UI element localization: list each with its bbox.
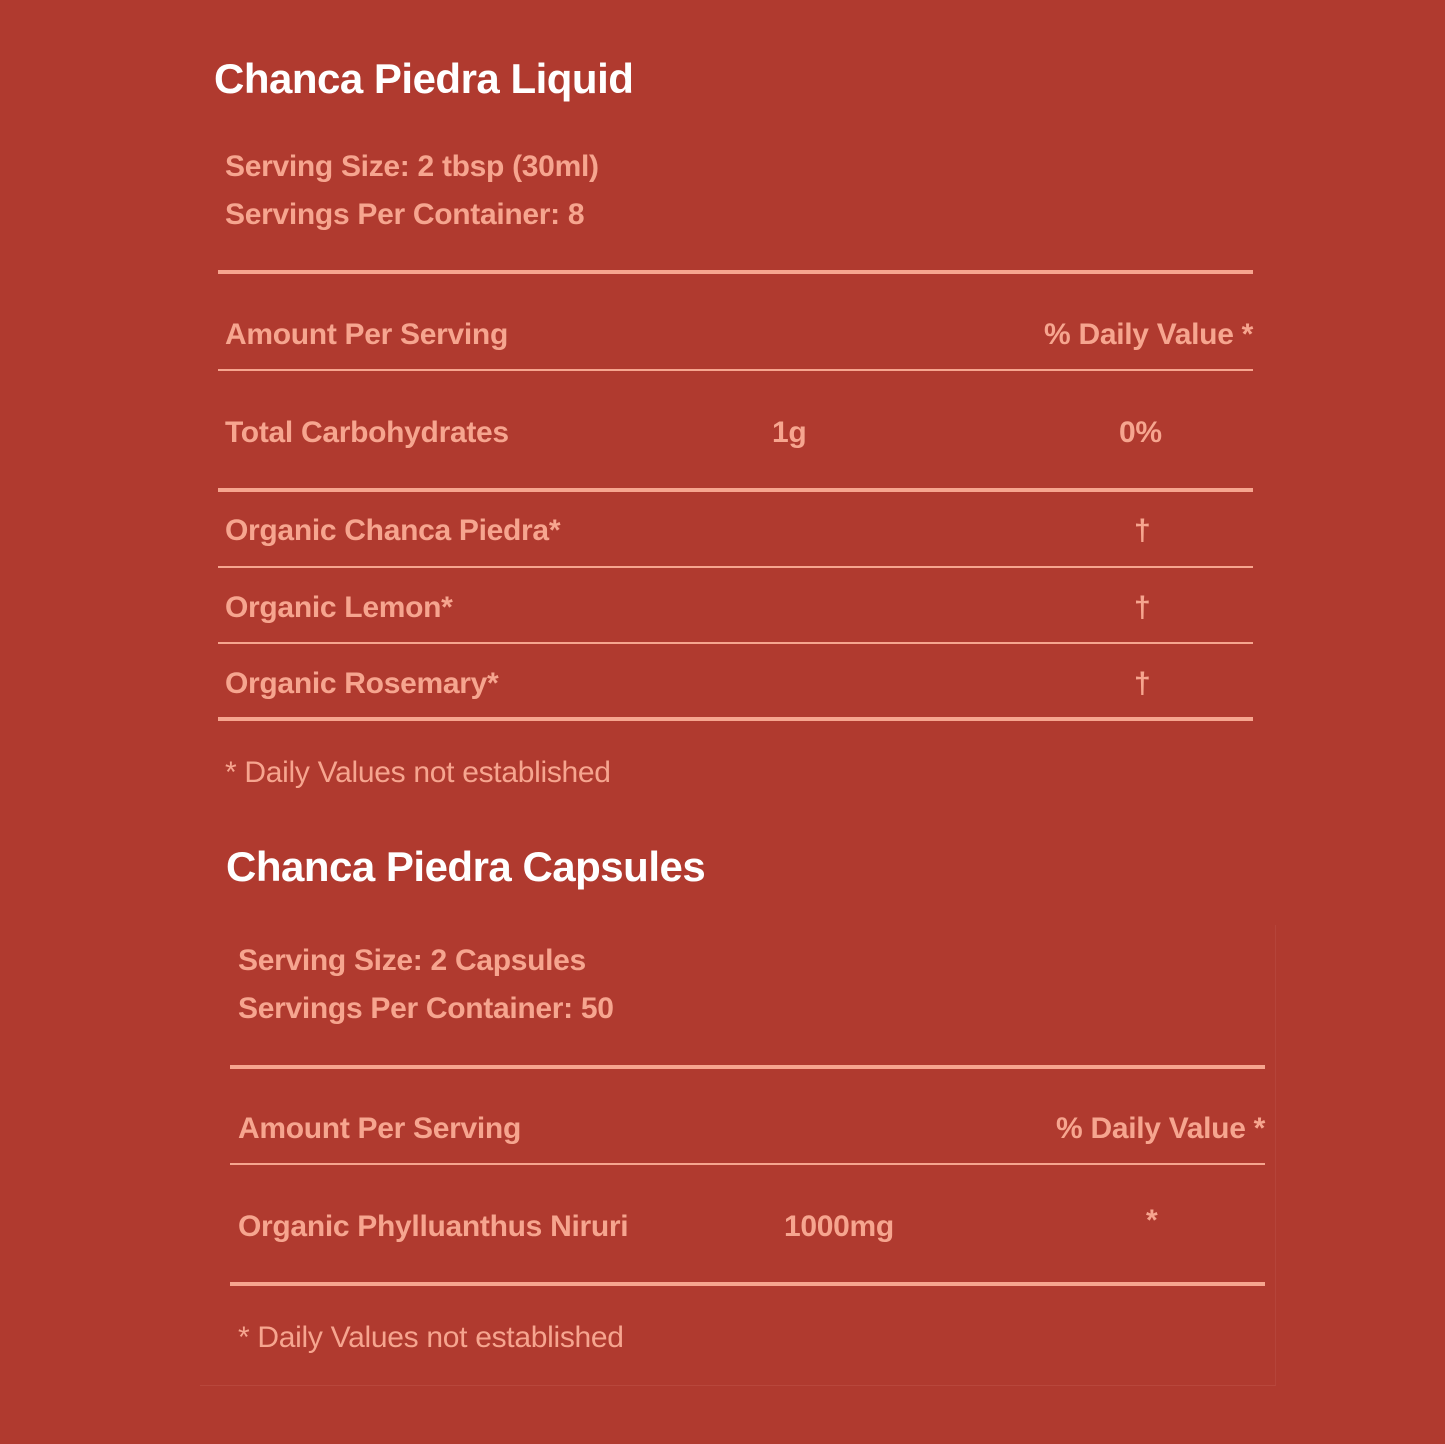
liquid-serving-size: Serving Size: 2 tbsp (30ml) bbox=[225, 150, 599, 183]
liquid-servings-per-container: Servings Per Container: 8 bbox=[225, 198, 585, 231]
liquid-table-header bbox=[225, 315, 1253, 355]
dagger-mark: † bbox=[1134, 591, 1151, 624]
capsules-serving-info bbox=[238, 937, 614, 1033]
nutrient-name: Total Carbohydrates bbox=[225, 416, 509, 449]
liquid-serving-info bbox=[225, 143, 599, 239]
dagger-mark: † bbox=[1134, 514, 1151, 547]
nutrient-dv: 0% bbox=[1119, 416, 1162, 449]
liquid-header-divider bbox=[218, 369, 1253, 371]
liquid-footnote: * Daily Values not established bbox=[225, 756, 611, 789]
amount-per-serving-label: Amount Per Serving bbox=[225, 318, 508, 351]
ingredient-amount: 1000mg bbox=[784, 1210, 894, 1243]
ingredient-name: Organic Phylluanthus Niruri bbox=[238, 1210, 629, 1243]
dagger-mark: † bbox=[1134, 667, 1151, 700]
amount-per-serving-label: Amount Per Serving bbox=[238, 1112, 521, 1145]
capsules-table-header bbox=[238, 1109, 1265, 1149]
table-row bbox=[225, 511, 1253, 551]
table-row bbox=[225, 664, 1253, 704]
capsules-title: Chanca Piedra Capsules bbox=[226, 843, 706, 890]
liquid-divider-mid bbox=[218, 488, 1253, 492]
table-row bbox=[225, 588, 1253, 628]
ingredient-name: Organic Rosemary* bbox=[225, 667, 499, 700]
ingredient-name: Organic Lemon* bbox=[225, 591, 453, 624]
capsules-divider-top bbox=[230, 1065, 1265, 1069]
row-divider bbox=[218, 566, 1253, 568]
capsules-header-divider bbox=[230, 1163, 1265, 1165]
capsules-divider-bottom bbox=[230, 1282, 1265, 1286]
daily-value-label: % Daily Value * bbox=[1056, 1112, 1265, 1145]
capsules-footnote: * Daily Values not established bbox=[238, 1321, 624, 1354]
ingredient-dv: * bbox=[1146, 1204, 1158, 1237]
liquid-title: Chanca Piedra Liquid bbox=[214, 55, 634, 102]
nutrient-amount: 1g bbox=[772, 416, 807, 449]
row-divider bbox=[218, 642, 1253, 644]
ingredient-name: Organic Chanca Piedra* bbox=[225, 514, 561, 547]
capsules-servings-per-container: Servings Per Container: 50 bbox=[238, 992, 614, 1025]
table-row bbox=[225, 413, 1253, 453]
liquid-divider-top bbox=[218, 270, 1253, 274]
liquid-divider-bottom bbox=[218, 717, 1253, 721]
daily-value-label: % Daily Value * bbox=[1044, 318, 1253, 351]
table-row bbox=[238, 1204, 1265, 1247]
capsules-serving-size: Serving Size: 2 Capsules bbox=[238, 944, 586, 977]
